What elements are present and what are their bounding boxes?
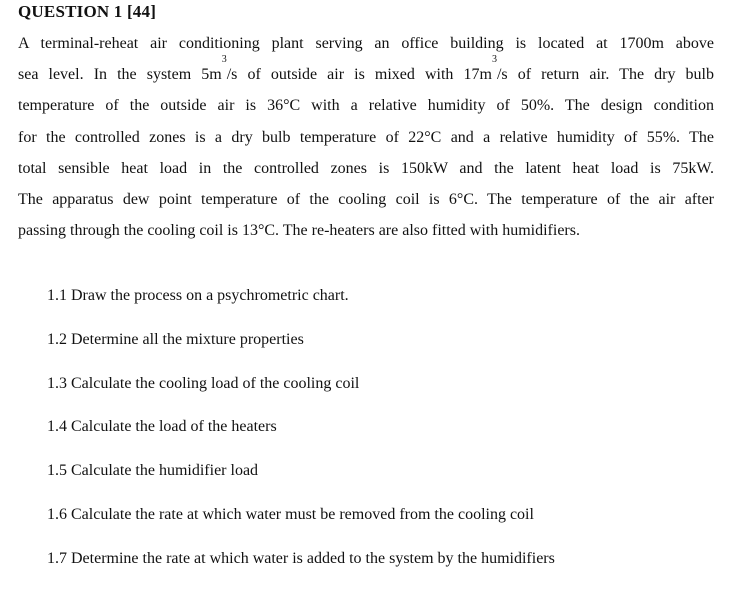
sub-question-1-1: 1.1 Draw the process on a psychrometric chart.: [47, 287, 349, 304]
statement-line-4: for the controlled zones is a dry bulb temperature of 22°C and a relative humidity of 55%. The: [18, 128, 714, 146]
statement-line-2: sea level. In the system $5m^3/s$ of outside air is mixed with $17m^3/s$ of return air. The dry bulb: [18, 54, 714, 84]
statement-line-1: A terminal-reheat air conditioning plant serving an office building is located at 1700m above: [18, 35, 714, 52]
statement-line-7: passing through the cooling coil is 13°C. The re-heaters are also fitted with humidifiers.: [18, 222, 580, 240]
sub-question-1-7: 1.7 Determine the rate at which water is added to the system by the humidifiers: [47, 549, 555, 567]
sub-question-1-5: 1.5 Calculate the humidifier load: [47, 462, 259, 480]
question-heading: QUESTION 1 [44]: [18, 2, 157, 21]
statement-line-5: total sensible heat load in the controlled zones is 150kW and the latent heat load is 75kW.: [18, 159, 714, 177]
statement-line-3: temperature of the outside air is 36°C with a relative humidity of 50%. The design condition: [18, 97, 714, 115]
superscript-cubed: 3: [221, 54, 227, 66]
superscript-cubed: 3: [491, 54, 497, 66]
problem-statement: [18, 28, 714, 246]
sub-question-1-4: 1.4 Calculate the load of the heaters: [47, 418, 277, 436]
sub-question-1-3: 1.3 Calculate the cooling load of the cooling coil: [47, 374, 360, 392]
sub-question-list: [47, 285, 555, 592]
sub-question-1-2: 1.2 Determine all the mixture properties: [47, 330, 304, 348]
sub-question-1-6: 1.6 Calculate the rate at which water must be removed from the cooling coil: [47, 505, 534, 523]
statement-line-6: The apparatus dew point temperature of the cooling coil is 6°C. The temperature of the air after: [18, 191, 714, 209]
